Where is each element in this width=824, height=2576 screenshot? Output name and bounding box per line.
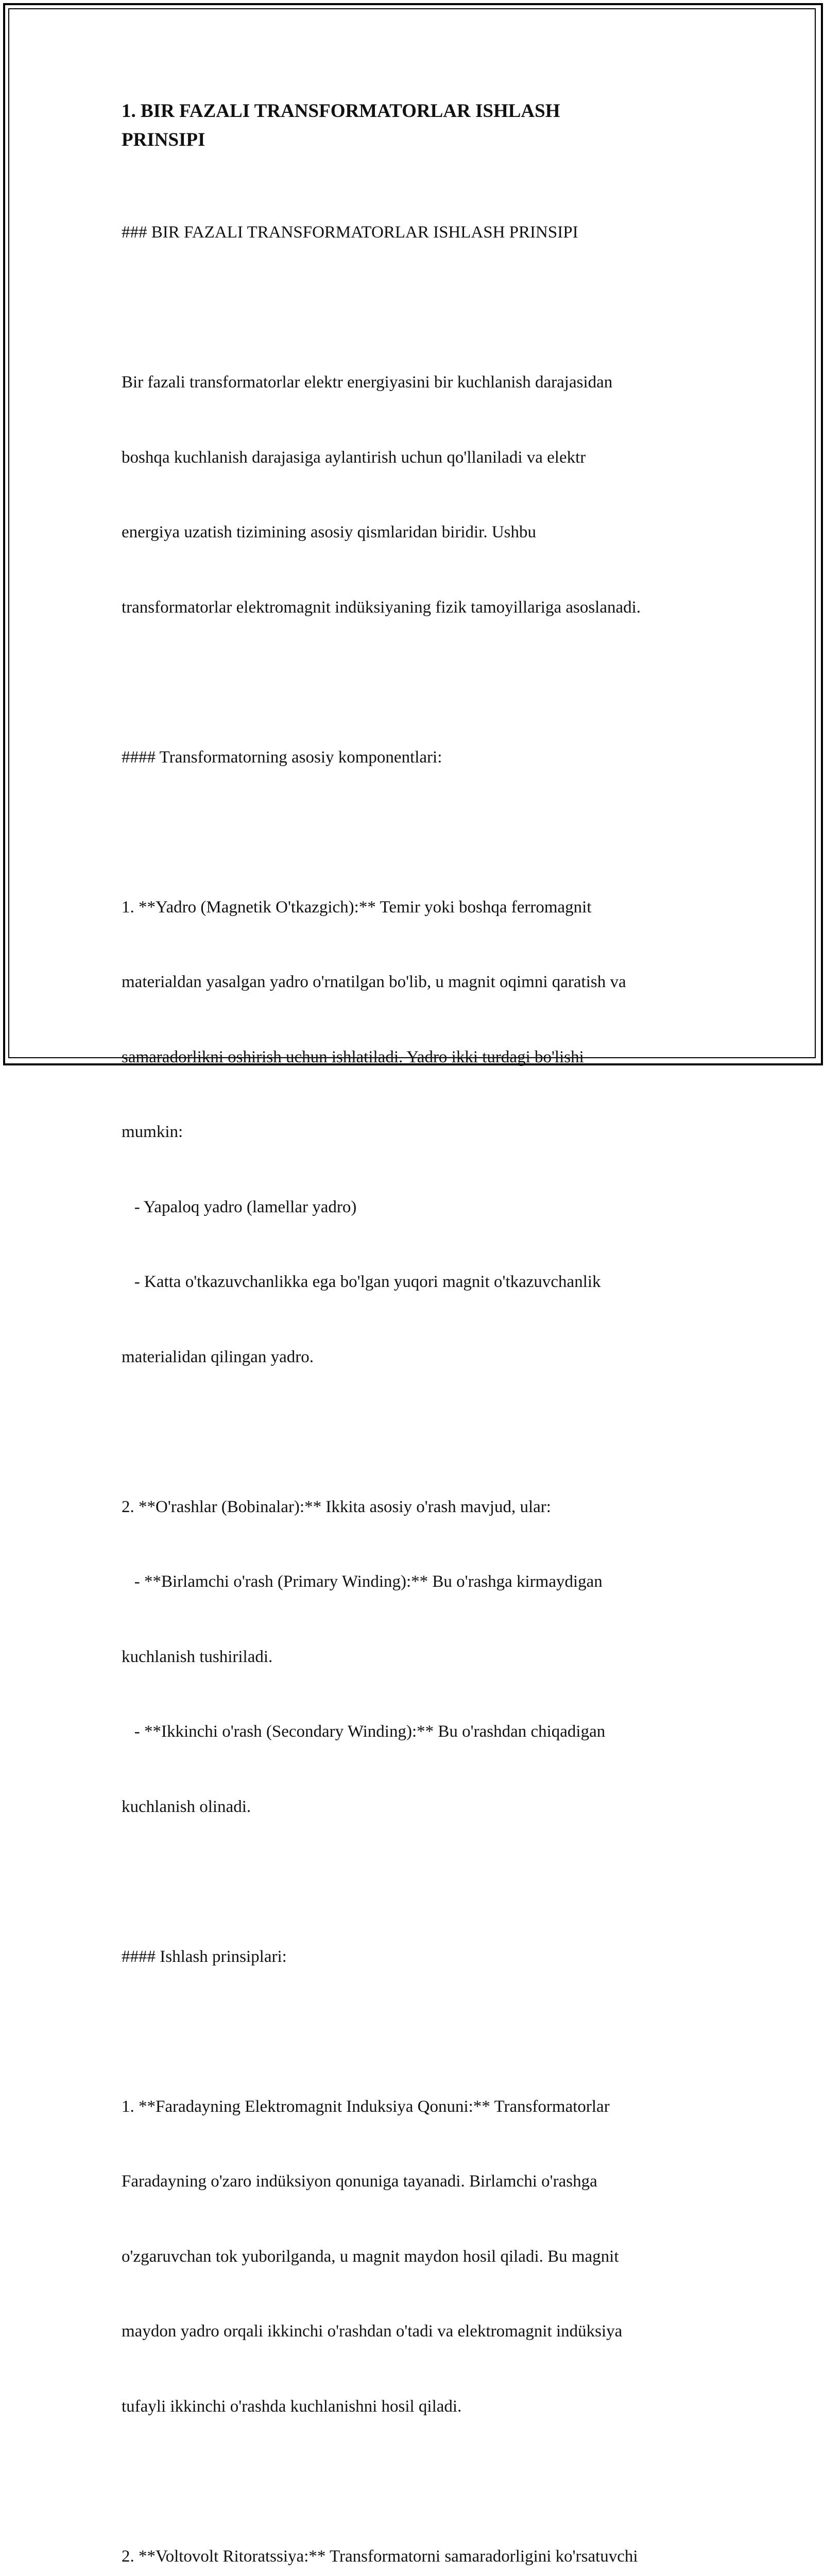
blank-line bbox=[122, 1419, 719, 1445]
body-line: kuchlanish tushiriladi. bbox=[122, 1647, 273, 1666]
sub-list-item: - **Ikkinchi o'rash (Secondary Winding):** Bu o'rashdan chiqadigan bbox=[122, 1722, 606, 1741]
blank-line bbox=[122, 820, 719, 845]
body-line: energiya uzatish tizimining asosiy qismlaridan biridir. Ushbu bbox=[122, 523, 537, 541]
body-line: tufayli ikkinchi o'rashda kuchlanishni hosil qiladi. bbox=[122, 2397, 462, 2416]
body-line: materialdan yasalgan yadro o'rnatilgan bo'lib, u magnit oqimni qaratish va bbox=[122, 973, 626, 991]
section-heading-principles: #### Ishlash prinsiplari: bbox=[122, 1947, 287, 1966]
blank-line bbox=[122, 2019, 719, 2044]
body-line: maydon yadro orqali ikkinchi o'rashdan o'tadi va elektromagnit indüksiya bbox=[122, 2322, 623, 2341]
list-item-core: 1. **Yadro (Magnetik O'tkazgich):** Temir yoki boshqa ferromagnit bbox=[122, 897, 592, 917]
body-line: samaradorlikni oshirish uchun ishlatiladi. Yadro ikki turdagi bo'lishi bbox=[122, 1047, 584, 1066]
body-line: transformatorlar elektromagnit indüksiyaning fizik tamoyillariga asoslanadi. bbox=[122, 598, 641, 617]
document-body bbox=[122, 170, 719, 2576]
body-line: mumkin: bbox=[122, 1123, 183, 1141]
blank-line bbox=[122, 1869, 719, 1894]
blank-line bbox=[122, 295, 719, 320]
title-line: 1. BIR FAZALI TRANSFORMATORLAR ISHLASH bbox=[122, 100, 560, 122]
body-line: materialidan qilingan yadro. bbox=[122, 1347, 314, 1366]
document-title bbox=[122, 97, 719, 155]
body-line: Faradayning o'zaro indüksiyon qonuniga tayanadi. Birlamchi o'rashga bbox=[122, 2172, 597, 2191]
section-heading-components: #### Transformatorning asosiy komponentlari: bbox=[122, 748, 442, 767]
body-line: o'zgaruvchan tok yuborilganda, u magnit maydon hosil qiladi. Bu magnit bbox=[122, 2247, 619, 2266]
body-line: kuchlanish olinadi. bbox=[122, 1797, 251, 1816]
list-item-faraday: 1. **Faradayning Elektromagnit Induksiya Qonuni:** Transformatorlar bbox=[122, 2097, 610, 2116]
list-item-ratio: 2. **Voltovolt Ritoratssiya:** Transformatorni samaradorligini ko'rsatuvchi bbox=[122, 2547, 638, 2566]
sub-list-item: - Yapaloq yadro (lamellar yadro) bbox=[122, 1197, 357, 1216]
blank-line bbox=[122, 670, 719, 695]
blank-line bbox=[122, 2469, 719, 2494]
sub-list-item: - Katta o'tkazuvchanlikka ega bo'lgan yuqori magnit o'tkazuvchanlik bbox=[122, 1273, 601, 1291]
body-line: Bir fazali transformatorlar elektr energiyasini bir kuchlanish darajasidan bbox=[122, 373, 613, 392]
document-page bbox=[122, 97, 719, 2576]
list-item-windings: 2. **O'rashlar (Bobinalar):** Ikkita asosiy o'rash mavjud, ular: bbox=[122, 1497, 551, 1516]
title-line: PRINSIPI bbox=[122, 129, 205, 150]
body-line: boshqa kuchlanish darajasiga aylantirish uchun qo'llaniladi va elektr bbox=[122, 448, 586, 467]
body-heading: ### BIR FAZALI TRANSFORMATORLAR ISHLASH PRINSIPI bbox=[122, 223, 578, 242]
sub-list-item: - **Birlamchi o'rash (Primary Winding):** Bu o'rashga kirmaydigan bbox=[122, 1572, 603, 1591]
